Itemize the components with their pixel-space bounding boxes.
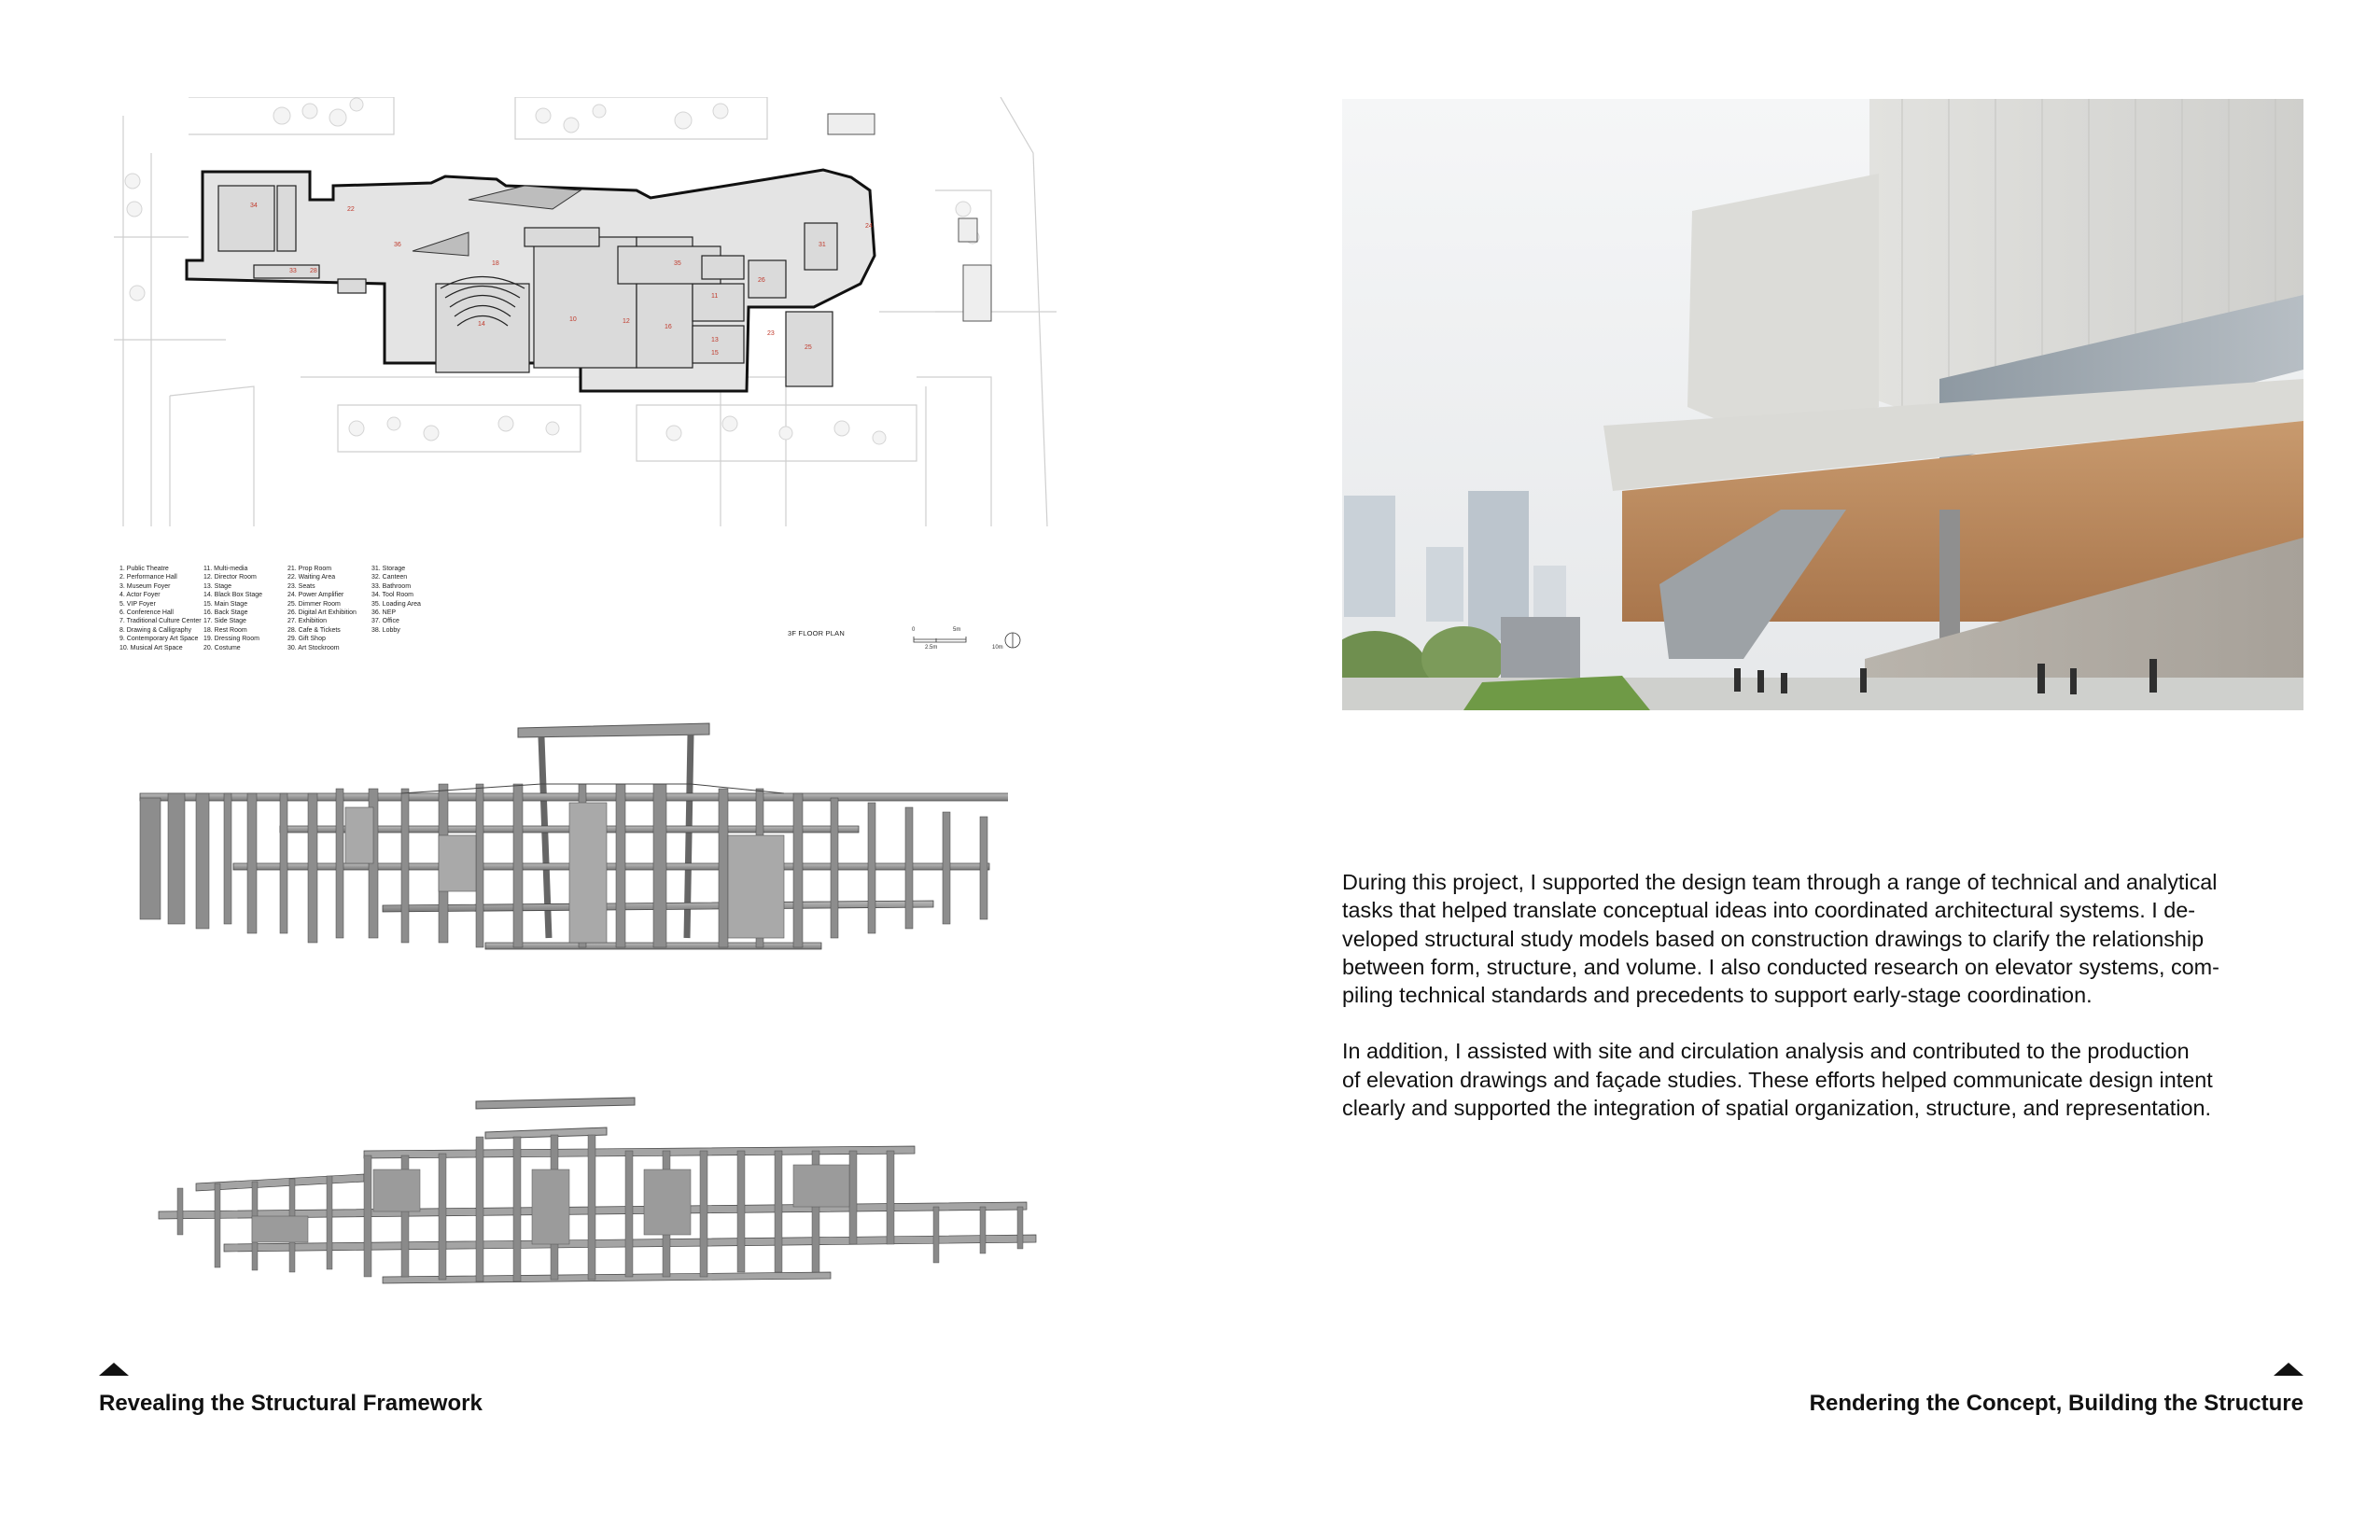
legend-item: 10. Musical Art Space	[119, 644, 183, 651]
floor-plan-drawing	[114, 97, 1057, 526]
legend-item: 15. Main Stage	[203, 600, 248, 608]
legend-item: 30. Art Stockroom	[287, 644, 340, 651]
legend-item: 18. Rest Room	[203, 626, 247, 634]
room-number: 14	[478, 321, 485, 328]
room-number: 26	[758, 277, 765, 284]
legend-item: 4. Actor Foyer	[119, 592, 161, 599]
structural-model-elevation	[131, 705, 1008, 952]
floor-plan-legend	[119, 565, 511, 654]
floor-plan-title: 3F FLOOR PLAN	[788, 629, 845, 637]
description-paragraph	[1342, 1037, 2313, 1122]
legend-column	[203, 565, 287, 654]
legend-column	[119, 565, 203, 654]
scale-bar	[910, 627, 1022, 655]
legend-item: 7. Traditional Culture Center	[119, 618, 202, 625]
legend-item: 38. Lobby	[371, 626, 400, 634]
room-number: 28	[310, 268, 317, 274]
text-line: clearly and supported the integration of spatial organization, structure, and representation.	[1342, 1096, 2211, 1121]
room-number: 11	[711, 293, 719, 300]
room-number: 13	[711, 337, 719, 343]
legend-item: 29. Gift Shop	[287, 636, 326, 643]
scale-label: 5m	[953, 627, 961, 633]
legend-item: 11. Multi-media	[203, 566, 248, 572]
legend-item: 33. Bathroom	[371, 582, 412, 590]
room-number: 24	[865, 223, 873, 230]
room-number: 18	[492, 260, 499, 267]
legend-column	[371, 565, 455, 654]
legend-item: 24. Power Amplifier	[287, 592, 344, 599]
legend-item: 26. Digital Art Exhibition	[287, 609, 357, 617]
legend-item: 34. Tool Room	[371, 592, 414, 599]
room-number: 36	[394, 242, 401, 248]
room-number: 34	[250, 203, 258, 209]
legend-item: 31. Storage	[371, 566, 406, 572]
text-line: between form, structure, and volume. I also conducted research on elevator systems, com-	[1342, 954, 2219, 979]
scale-label: 10m	[992, 645, 1003, 651]
room-number: 35	[674, 260, 681, 267]
legend-item: 14. Black Box Stage	[203, 592, 263, 599]
legend-item: 32. Canteen	[371, 574, 408, 581]
legend-item: 9. Contemporary Art Space	[119, 636, 199, 643]
text-line: During this project, I supported the design team through a range of technical and analytical	[1342, 870, 2218, 894]
room-number: 33	[289, 268, 297, 274]
description-paragraph	[1342, 868, 2313, 1009]
legend-item: 12. Director Room	[203, 574, 257, 581]
legend-item: 8. Drawing & Calligraphy	[119, 626, 192, 634]
legend-item: 37. Office	[371, 618, 399, 625]
project-description	[1342, 868, 2313, 1150]
scale-label: 2.5m	[925, 645, 938, 651]
room-number: 15	[711, 350, 719, 357]
room-number: 22	[347, 206, 355, 213]
triangle-marker-icon	[2274, 1363, 2303, 1376]
room-number: 23	[767, 330, 775, 337]
room-number: 10	[569, 316, 577, 323]
text-line: veloped structural study models based on construction drawings to clarify the relationship	[1342, 926, 2205, 951]
legend-item: 23. Seats	[287, 582, 315, 590]
room-number: 25	[805, 344, 812, 351]
legend-item: 5. VIP Foyer	[119, 600, 156, 608]
legend-item: 1. Public Theatre	[119, 566, 169, 572]
room-number: 12	[623, 318, 630, 325]
legend-item: 35. Loading Area	[371, 600, 421, 608]
legend-item: 17. Side Stage	[203, 618, 246, 625]
room-number: 16	[665, 324, 672, 330]
legend-item: 6. Conference Hall	[119, 609, 174, 617]
room-number: 31	[819, 242, 826, 248]
legend-item: 20. Costume	[203, 644, 241, 651]
caption-left: Revealing the Structural Framework	[99, 1391, 483, 1416]
text-line: tasks that helped translate conceptual ideas into coordinated architectural systems. I de-	[1342, 898, 2196, 923]
text-line: In addition, I assisted with site and circulation analysis and contributed to the production	[1342, 1039, 2190, 1064]
legend-item: 21. Prop Room	[287, 566, 332, 572]
legend-column	[287, 565, 371, 654]
legend-item: 28. Cafe & Tickets	[287, 626, 341, 634]
legend-item: 13. Stage	[203, 582, 231, 590]
legend-item: 27. Exhibition	[287, 618, 328, 625]
text-line: piling technical standards and precedents to support early-stage coordination.	[1342, 983, 2093, 1008]
caption-right: Rendering the Concept, Building the Structure	[1809, 1391, 2303, 1416]
legend-item: 16. Back Stage	[203, 609, 248, 617]
structural-model-perspective	[140, 1081, 1045, 1295]
legend-item: 25. Dimmer Room	[287, 600, 341, 608]
text-line: of elevation drawings and façade studies. These efforts helped communicate design intent	[1342, 1067, 2213, 1092]
legend-item: 2. Performance Hall	[119, 574, 177, 581]
triangle-marker-icon	[99, 1363, 129, 1376]
scale-label: 0	[912, 627, 916, 633]
legend-item: 22. Waiting Area	[287, 574, 336, 581]
legend-item: 3. Museum Foyer	[119, 582, 171, 590]
building-rendering	[1342, 99, 2303, 710]
legend-item: 36. NEP	[371, 609, 397, 617]
legend-item: 19. Dressing Room	[203, 636, 259, 643]
